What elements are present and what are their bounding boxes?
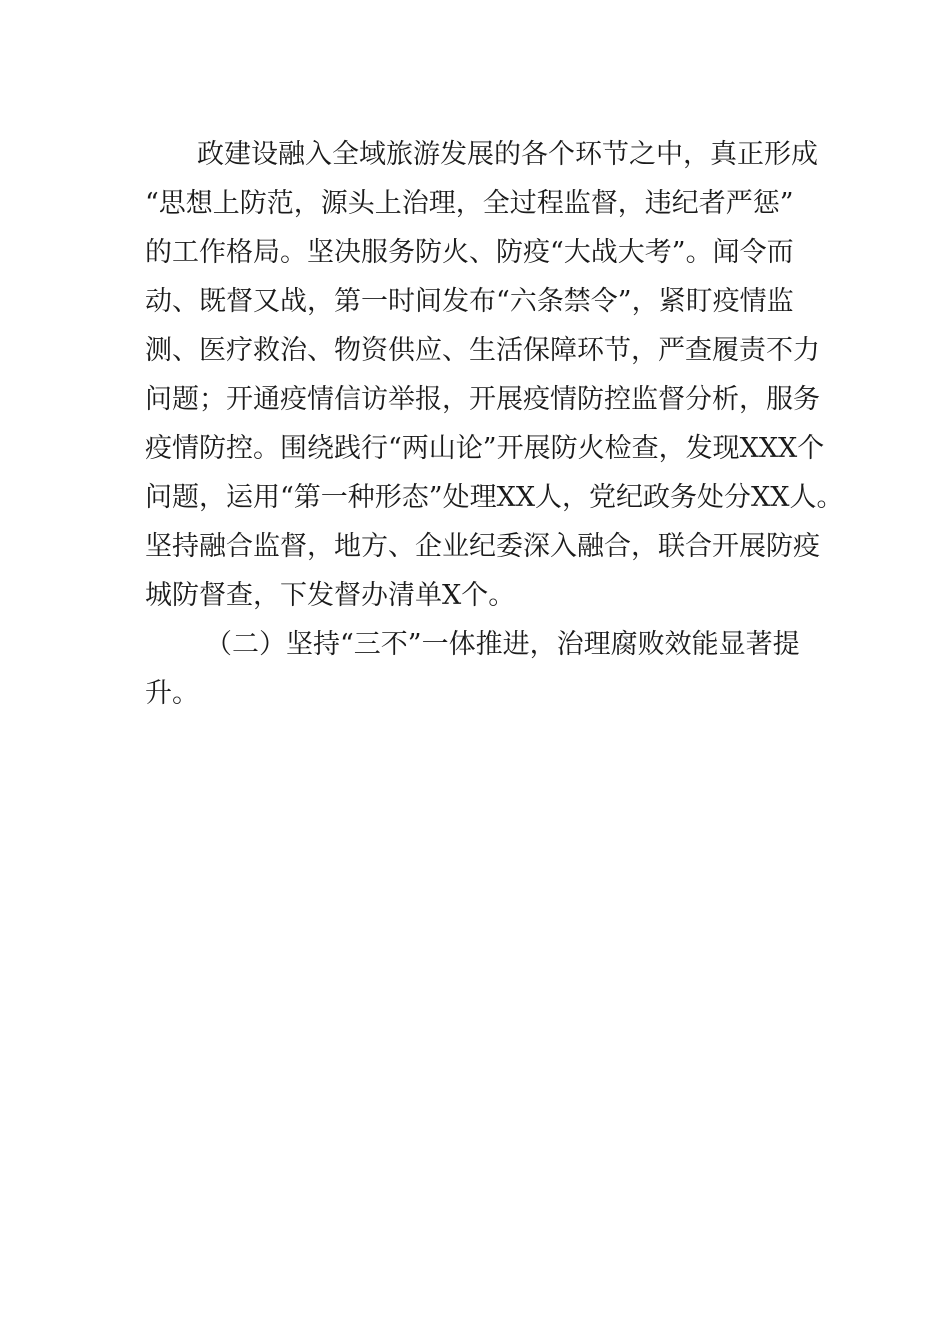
section-heading-line: 升。 (145, 678, 199, 709)
paragraph-line: 测、医疗救治、物资供应、生活保障环节，严查履责不力 (145, 335, 820, 366)
section-heading-line: （二）坚持“三不”一体推进，治理腐败效能显著提 (205, 629, 800, 660)
paragraph-line: 问题，运用“第一种形态”处理XX人，党纪政务处分XX人。 (145, 482, 844, 513)
document-body (145, 130, 844, 718)
paragraph-line: 问题；开通疫情信访举报，开展疫情防控监督分析，服务 (145, 384, 820, 415)
paragraph-line: 疫情防控。围绕践行“两山论”开展防火检查，发现XXX个 (145, 433, 825, 464)
paragraph-line: 政建设融入全域旅游发展的各个环节之中，真正形成 (197, 139, 818, 170)
paragraph-line: 的工作格局。坚决服务防火、防疫“大战大考”。闻令而 (145, 237, 794, 268)
paragraph-line: 坚持融合监督，地方、企业纪委深入融合，联合开展防疫 (145, 531, 820, 562)
paragraph-line: 动、既督又战，第一时间发布“六条禁令”，紧盯疫情监 (145, 286, 794, 317)
paragraph-line: 城防督查，下发督办清单X个。 (145, 580, 516, 611)
paragraph-line: “思想上防范，源头上治理，全过程监督，违纪者严惩” (145, 188, 794, 219)
